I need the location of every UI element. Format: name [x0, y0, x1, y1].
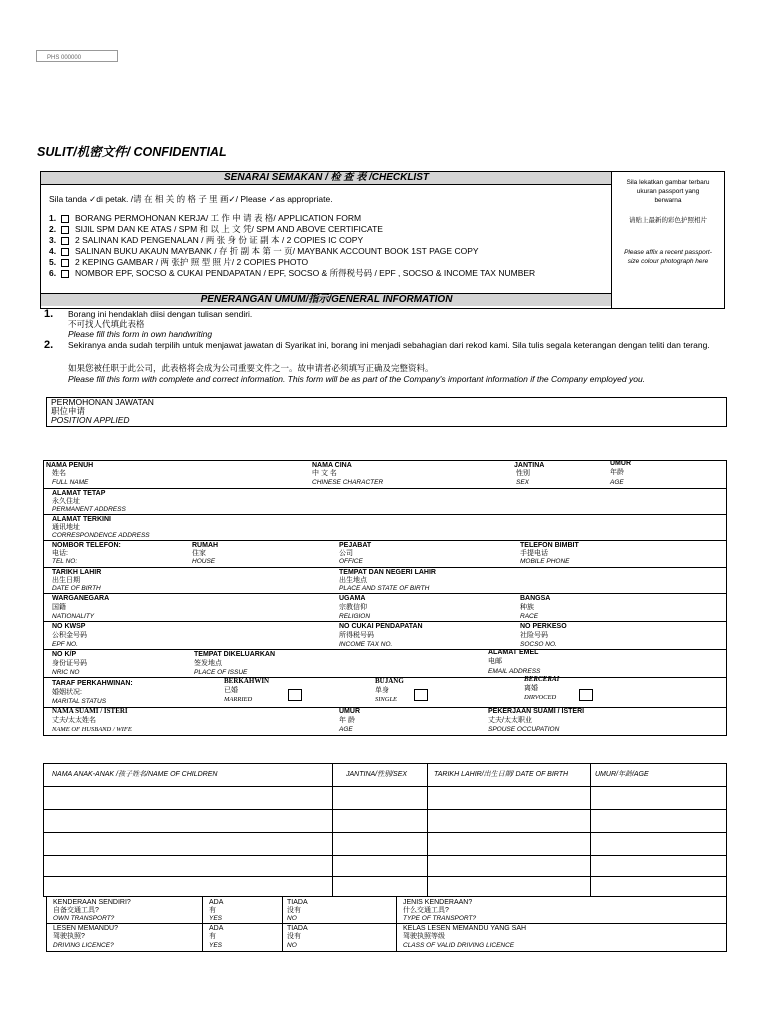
field-licence-class[interactable]: KELAS LESEN MEMANDU YANG SAH [403, 925, 527, 932]
general-item-number: 1. [44, 308, 54, 320]
label-chinese: 出生日期 [52, 577, 80, 584]
field-spouse-name[interactable]: NAMA SUAMI / ISTERI [52, 707, 128, 715]
children-row[interactable] [44, 787, 726, 809]
children-row[interactable] [44, 810, 726, 832]
label-english: CLASS OF VALID DRIVING LICENCE [403, 942, 515, 949]
reference-code: PHS 000000 [36, 50, 118, 62]
transport-table [46, 896, 727, 952]
label-english: HOUSE [192, 558, 216, 565]
label-english: RELIGION [339, 613, 371, 620]
marital-status-label: TARAF PERKAHWINAN: [52, 680, 133, 687]
label-chinese: 婚姻状况: [52, 689, 82, 696]
label-chinese: 离婚 [524, 685, 538, 692]
children-header-sex: JANTINA/性别/SEX [346, 771, 408, 778]
label-english: INCOME TAX NO. [339, 641, 393, 648]
field-date-of-birth[interactable]: TARIKH LAHIR [52, 569, 102, 576]
label-english: NRIC NO [52, 669, 80, 676]
label-chinese: 有 [209, 907, 216, 914]
checkbox[interactable] [61, 226, 69, 234]
label-english: PERMANENT ADDRESS [52, 506, 126, 513]
label-english: SOCSO NO. [520, 641, 557, 648]
field-correspondence-address[interactable]: ALAMAT TERKINI [52, 516, 111, 523]
children-table [43, 763, 727, 897]
label-chinese: 有 [209, 933, 216, 940]
label-english: DRIVING LICENCE? [53, 942, 114, 949]
married-checkbox[interactable] [288, 689, 302, 701]
field-house-phone[interactable]: RUMAH [192, 542, 219, 549]
field-mobile-phone[interactable]: TELEFON BIMBIT [520, 542, 579, 549]
general-item-chinese: 不可找人代填此表格 [68, 319, 145, 329]
label-english: TYPE OF TRANSPORT? [403, 915, 477, 922]
label-chinese: 年龄 [610, 469, 624, 476]
label-chinese: 宗教信仰 [339, 604, 367, 611]
field-full-name[interactable]: NAMA PENUH [46, 462, 94, 469]
label-english: CORRESPONDENCE ADDRESS [52, 532, 150, 539]
checklist-item: 6. NOMBOR EPF, SOCSO & CUKAI PENDAPATAN / EPF, SOCSO & 所得税号码 / EPF , SOCSO & INCOME TAX NUMBER [49, 268, 536, 278]
label-chinese: 什么交通工具? [403, 907, 449, 914]
label-chinese: 国籍 [52, 604, 66, 611]
field-chinese-name[interactable]: NAMA CINA [312, 462, 352, 469]
general-item-malay: Sekiranya anda sudah terpilih untuk menjawat jawatan di Syarikat ini, borang ini menjadi sebahagian dari rekod kami. Sila tulis segala keterangan dengan teliti dan terang. [68, 340, 710, 350]
checklist-title: SENARAI SEMAKAN / 检 查 表 /CHECKLIST [41, 172, 612, 185]
label-english: YES [209, 915, 223, 922]
label-english: NATIONALITY [52, 613, 95, 620]
general-info-list [42, 307, 732, 387]
checklist-item: 3. 2 SALINAN KAD PENGENALAN / 两 张 身 份 证 副 本 / 2 COPIES IC COPY [49, 235, 364, 245]
driving-licence-no[interactable]: TIADA [287, 925, 308, 932]
field-email-address[interactable]: ALAMAT EMEL [488, 649, 539, 656]
label-chinese: 单身 [375, 687, 389, 694]
field-office-phone[interactable]: PEJABAT [339, 542, 372, 549]
general-item-english: Please fill this form with complete and correct information. This form will be as part of the Company's important information if the Company employed you. [68, 374, 646, 384]
checklist-section [40, 171, 612, 309]
children-header-name: NAMA ANAK-ANAK /孩子姓名/NAME OF CHILDREN [52, 771, 218, 778]
label-english: SEX [516, 479, 530, 486]
checkbox[interactable] [61, 215, 69, 223]
own-transport-no[interactable]: TIADA [287, 899, 308, 906]
label-chinese: 电邮 [488, 658, 502, 665]
general-item-malay: Borang ini hendaklah diisi dengan tulisan sendiri. [68, 309, 253, 319]
label-english: PLACE OF ISSUE [194, 669, 248, 676]
label-chinese: 已婚 [224, 687, 238, 694]
checklist-item: 2. SIJIL SPM DAN KE ATAS / SPM 和 以 上 文 凭/ SPM AND ABOVE CERTIFICATE [49, 224, 383, 234]
label-english: CHINESE CHARACTER [312, 479, 384, 486]
general-item-english: Please fill this form in own handwriting [68, 329, 213, 339]
label-english: TEL NO: [52, 558, 78, 565]
label-chinese: 手提电话 [520, 550, 548, 557]
label-chinese: 姓名 [52, 470, 66, 477]
label-english: NO [287, 915, 297, 922]
field-tel-no: NOMBOR TELEFON: [52, 542, 121, 549]
field-transport-type[interactable]: JENIS KENDERAAN? [403, 899, 473, 906]
general-item-chinese: 如果您被任职于此公司，此表格将会成为公司重要文件之一。故申请者必须填写正确及完整资料。 [68, 363, 434, 373]
label-chinese: 公积金号码 [52, 632, 87, 639]
children-header-dob: TARIKH LAHIR/出生日期/ DATE OF BIRTH [434, 771, 569, 778]
label-chinese: 中 文 名 [312, 470, 337, 477]
label-chinese: 公司 [339, 550, 353, 557]
checkbox[interactable] [61, 270, 69, 278]
label-chinese: 永久住址 [52, 498, 80, 505]
personal-details-table [43, 460, 727, 736]
label-english: MARRIED [224, 696, 253, 703]
label-english: PLACE AND STATE OF BIRTH [339, 585, 430, 592]
label-english: MARITAL STATUS [52, 698, 107, 705]
checkbox[interactable] [61, 248, 69, 256]
label-chinese: 签发地点 [194, 660, 222, 667]
photo-instruction-english: Please affix a recent passport-size colour photograph here [624, 249, 712, 265]
own-transport-yes[interactable]: ADA [209, 899, 224, 906]
position-label-english: POSITION APPLIED [51, 415, 130, 425]
field-place-of-birth[interactable]: TEMPAT DAN NEGERI LAHIR [339, 569, 436, 576]
label-english: OFFICE [339, 558, 363, 565]
label-chinese: 年 龄 [339, 717, 355, 724]
option-single-label: BUJANG [375, 677, 404, 685]
field-nric-no[interactable]: NO K/P [52, 651, 77, 658]
label-chinese: 出生地点 [339, 577, 367, 584]
driving-licence-yes[interactable]: ADA [209, 925, 224, 932]
field-epf-no[interactable]: NO KWSP [52, 623, 86, 630]
field-spouse-age[interactable]: UMUR [339, 708, 360, 715]
label-english: FULL NAME [52, 479, 89, 486]
checklist-item: 5. 2 KEPING GAMBAR / 两 张护 照 型 照 片/ 2 COPIES PHOTO [49, 257, 309, 267]
option-married-label: BERKAHWIN [224, 677, 270, 685]
label-english: AGE [339, 726, 353, 733]
checklist-instruction: Sila tanda ✓di petak. /请 在 相 关 的 格 子 里 画✓/ Please ✓as appropriate. [49, 194, 333, 204]
label-english: YES [209, 942, 223, 949]
position-label-malay: PERMOHONAN JAWATAN [51, 397, 154, 407]
label-english: DATE OF BIRTH [52, 585, 101, 592]
checklist-item: 1. BORANG PERMOHONAN KERJA/ 工 作 申 请 表 格/ APPLICATION FORM [49, 213, 362, 223]
label-chinese: 没有 [287, 907, 301, 914]
confidential-heading: SULIT/机密文件/ CONFIDENTIAL [37, 145, 227, 159]
checkbox[interactable] [61, 237, 69, 245]
checkbox[interactable] [61, 259, 69, 267]
label-chinese: 住家 [192, 550, 206, 557]
label-english: EPF NO. [52, 641, 78, 648]
field-sex[interactable]: JANTINA [514, 462, 545, 469]
divorced-checkbox[interactable] [579, 689, 593, 701]
field-place-of-issue[interactable]: TEMPAT DIKELUARKAN [194, 651, 276, 658]
label-english: RACE [520, 613, 539, 620]
label-chinese: 驾驶执照等级 [403, 933, 445, 940]
field-nationality[interactable]: WARGANEGARA [52, 595, 110, 602]
children-row[interactable] [44, 856, 726, 876]
label-english: SPOUSE OCCUPATION [488, 726, 560, 733]
general-info-title: PENERANGAN UMUM/指示/GENERAL INFORMATION [41, 293, 612, 306]
label-chinese: 电话: [52, 550, 68, 557]
label-english: AGE [610, 479, 624, 486]
general-item-number: 2. [44, 339, 54, 351]
label-chinese: 种族 [520, 604, 534, 611]
field-race[interactable]: BANGSA [520, 595, 551, 602]
label-english: SINGLE [375, 696, 398, 703]
own-transport-label: KENDERAAN SENDIRI? [53, 899, 131, 906]
label-chinese: 所得税号码 [339, 632, 374, 639]
label-english: MOBILE PHONE [520, 558, 570, 565]
option-divorced-label: BERCERAI [524, 675, 560, 683]
label-chinese: 通讯地址 [52, 524, 80, 531]
label-english: DIRVOCED [524, 694, 557, 701]
field-income-tax-no[interactable]: NO CUKAI PENDAPATAN [339, 623, 423, 630]
label-chinese: 丈夫/太太姓名 [52, 717, 96, 724]
label-english: EMAIL ADDRESS [488, 668, 541, 675]
field-age[interactable]: UMUR [610, 460, 631, 467]
photo-instruction-malay: Sila lekatkan gambar terbaru ukuran passport yang berwarna [626, 179, 710, 204]
label-english: NAME OF HUSBAND / WIFE [52, 726, 132, 733]
field-socso-no[interactable]: NO PERKESO [520, 623, 567, 630]
checklist-item: 4. SALINAN BUKU AKAUN MAYBANK / 存 折 副 本 第 一 页/ MAYBANK ACCOUNT BOOK 1ST PAGE COPY [49, 246, 479, 256]
single-checkbox[interactable] [414, 689, 428, 701]
label-chinese: 驾驶执照? [53, 933, 85, 940]
children-header-age: UMUR/年龄/AGE [595, 771, 649, 778]
children-row[interactable] [44, 833, 726, 855]
label-chinese: 社险号码 [520, 632, 548, 639]
field-religion[interactable]: UGAMA [339, 595, 366, 602]
label-chinese: 丈夫/太太职业 [488, 717, 532, 724]
label-english: OWN TRANSPORT? [53, 915, 115, 922]
photo-box[interactable] [611, 171, 725, 309]
field-spouse-occupation[interactable]: PEKERJAAN SUAMI / ISTERI [488, 708, 585, 715]
position-applied-field[interactable] [46, 397, 727, 427]
label-english: NO [287, 942, 297, 949]
checklist-items [49, 212, 609, 282]
label-chinese: 性别 [516, 470, 530, 477]
label-chinese: 没有 [287, 933, 301, 940]
position-label-chinese: 职位申请 [51, 406, 86, 416]
field-permanent-address[interactable]: ALAMAT TETAP [52, 490, 106, 497]
photo-instruction-chinese: 请贴上最新的彩色护照相片 [629, 217, 707, 224]
driving-licence-label: LESEN MEMANDU? [53, 925, 118, 932]
label-chinese: 自备交通工具? [53, 907, 99, 914]
label-chinese: 身份证号码 [52, 660, 87, 667]
